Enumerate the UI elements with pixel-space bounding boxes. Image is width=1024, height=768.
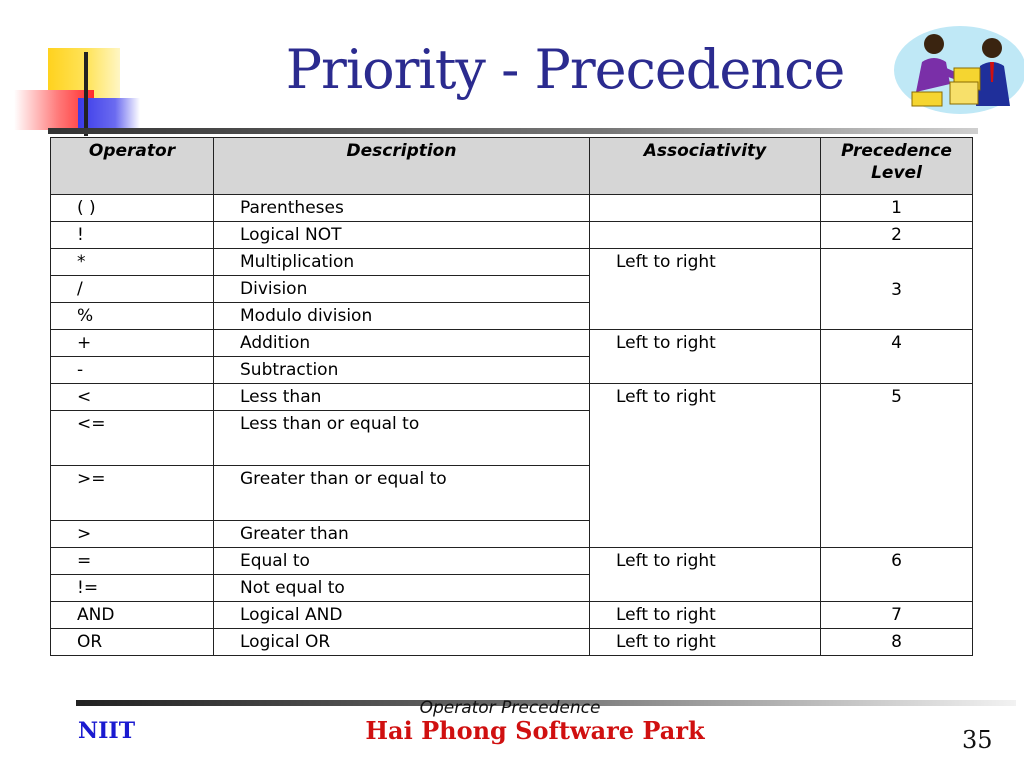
cell-description: Not equal to xyxy=(214,575,590,602)
cell-precedence-level: 7 xyxy=(821,602,973,629)
cell-associativity: Left to right xyxy=(590,629,821,656)
table-row xyxy=(51,195,973,222)
title-underline xyxy=(48,128,978,134)
cell-operator: != xyxy=(51,575,214,602)
cell-precedence-level: 3 xyxy=(821,249,973,330)
cell-operator: / xyxy=(51,276,214,303)
header-operator: Operator xyxy=(51,138,214,195)
header-description: Description xyxy=(214,138,590,195)
decor-vertical-bar xyxy=(84,52,88,136)
org-name: Hai Phong Software Park xyxy=(365,716,705,745)
cell-description: Addition xyxy=(214,330,590,357)
cell-associativity: Left to right xyxy=(590,330,821,384)
cell-operator: + xyxy=(51,330,214,357)
cell-operator: <= xyxy=(51,411,214,466)
cell-associativity: Left to right xyxy=(590,249,821,330)
cell-description: Logical NOT xyxy=(214,222,590,249)
cell-associativity: Left to right xyxy=(590,548,821,602)
table-row xyxy=(51,548,973,575)
business-handshake-clipart-icon xyxy=(892,22,1024,118)
table-row xyxy=(51,222,973,249)
cell-associativity xyxy=(590,195,821,222)
cell-operator: - xyxy=(51,357,214,384)
cell-precedence-level: 2 xyxy=(821,222,973,249)
cell-operator: * xyxy=(51,249,214,276)
cell-associativity: Left to right xyxy=(590,602,821,629)
cell-operator: ( ) xyxy=(51,195,214,222)
cell-operator: > xyxy=(51,521,214,548)
header-precedence-line2: Level xyxy=(871,163,922,183)
table-row xyxy=(51,249,973,276)
cell-precedence-level: 4 xyxy=(821,330,973,384)
cell-operator: >= xyxy=(51,466,214,521)
cell-description: Greater than or equal to xyxy=(214,466,590,521)
header-associativity: Associativity xyxy=(590,138,821,195)
cell-operator: ! xyxy=(51,222,214,249)
cell-description: Greater than xyxy=(214,521,590,548)
cell-operator: % xyxy=(51,303,214,330)
cell-description: Logical OR xyxy=(214,629,590,656)
cell-precedence-level: 5 xyxy=(821,384,973,548)
slide-title: Priority - Precedence xyxy=(285,38,845,101)
cell-description: Subtraction xyxy=(214,357,590,384)
precedence-table xyxy=(50,137,973,656)
cell-precedence-level: 6 xyxy=(821,548,973,602)
header-precedence-line1: Precedence xyxy=(841,141,952,161)
cell-description: Modulo division xyxy=(214,303,590,330)
page-number: 35 xyxy=(962,726,993,754)
table-row xyxy=(51,330,973,357)
table-row xyxy=(51,384,973,411)
cell-description: Less than or equal to xyxy=(214,411,590,466)
cell-operator: < xyxy=(51,384,214,411)
cell-associativity: Left to right xyxy=(590,384,821,548)
header-precedence-level xyxy=(821,138,973,195)
cell-precedence-level: 8 xyxy=(821,629,973,656)
niit-logo-text: NIIT xyxy=(78,718,136,744)
cell-operator: OR xyxy=(51,629,214,656)
cell-associativity xyxy=(590,222,821,249)
cell-description: Equal to xyxy=(214,548,590,575)
cell-description: Logical AND xyxy=(214,602,590,629)
table-header-row xyxy=(51,138,973,195)
cell-description: Multiplication xyxy=(214,249,590,276)
table-row xyxy=(51,602,973,629)
cell-operator: AND xyxy=(51,602,214,629)
cell-description: Parentheses xyxy=(214,195,590,222)
footer-caption: Operator Precedence xyxy=(419,698,601,718)
table-row xyxy=(51,629,973,656)
cell-description: Less than xyxy=(214,384,590,411)
cell-precedence-level: 1 xyxy=(821,195,973,222)
cell-description: Division xyxy=(214,276,590,303)
cell-operator: = xyxy=(51,548,214,575)
